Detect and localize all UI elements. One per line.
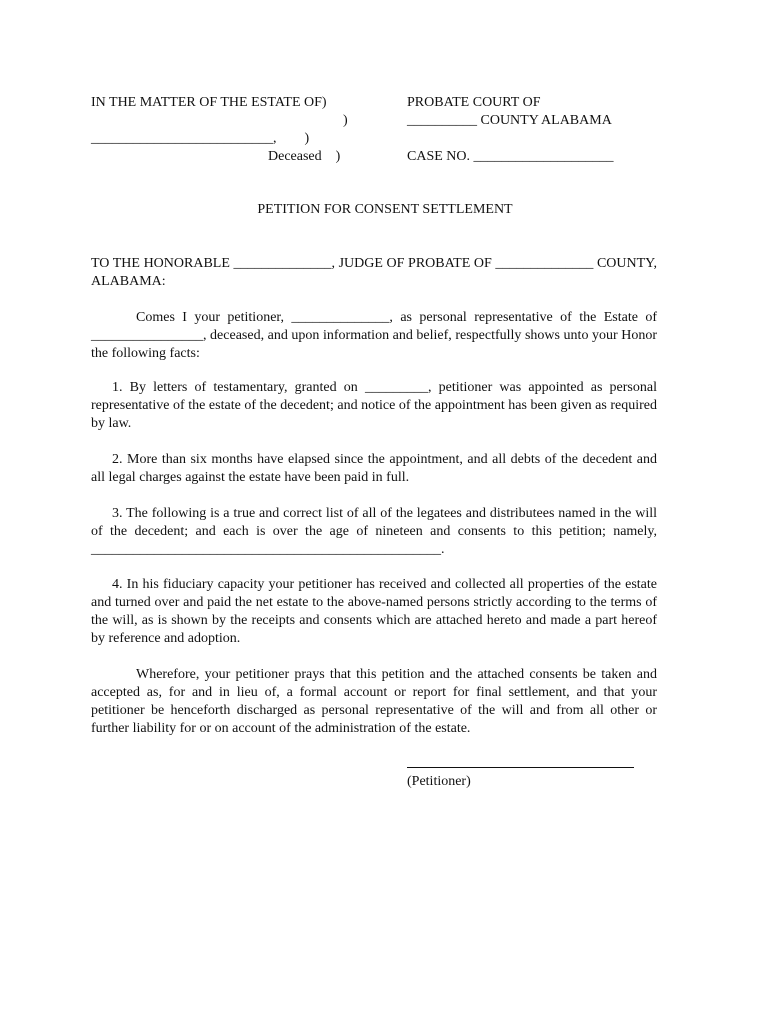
intro-text: Comes I your petitioner, ______________, as personal representative of the Estate of ________________, deceased, and upon information and belief, respectfully shows unto your Honor the following facts: xyxy=(91,310,657,361)
intro-paragraph xyxy=(91,309,657,363)
caption-case-number: CASE NO. ____________________ xyxy=(407,149,614,164)
caption-court: PROBATE COURT OF xyxy=(407,95,541,110)
item-3-text: 3. The following is a true and correct list of all of the legatees and distributees named in the will of the decedent; and each is over the age of nineteen and consents to this petition; namely, __________________________________________________. xyxy=(91,506,657,557)
caption-deceased: Deceased ) xyxy=(268,149,341,164)
item-1 xyxy=(91,379,657,433)
prayer-text: Wherefore, your petitioner prays that this petition and the attached consents be taken and accepted as, for and in lieu of, a formal account or report for final settlement, and that your petitioner be henceforth discharged as personal representative of the will and from all other or further liability for or on account of the administration of the estate. xyxy=(91,667,657,736)
salutation xyxy=(91,255,657,291)
salutation-text: TO THE HONORABLE ______________, JUDGE OF PROBATE OF ______________ COUNTY, ALABAMA: xyxy=(91,256,657,289)
document-title: PETITION FOR CONSENT SETTLEMENT xyxy=(257,202,513,217)
item-2-text: 2. More than six months have elapsed since the appointment, and all debts of the decedent and all legal charges against the estate have been paid in full. xyxy=(91,452,657,485)
item-3 xyxy=(91,505,657,559)
prayer-paragraph xyxy=(91,666,657,738)
item-2 xyxy=(91,451,657,487)
signature-label: (Petitioner) xyxy=(407,774,471,789)
item-4 xyxy=(91,576,657,648)
caption-estate-line: IN THE MATTER OF THE ESTATE OF) xyxy=(91,95,327,110)
item-1-text: 1. By letters of testamentary, granted on _________, petitioner was appointed as personal representative of the estate of the decedent; and notice of the appointment has been given as required by law. xyxy=(91,380,657,431)
caption-county: __________ COUNTY ALABAMA xyxy=(407,113,612,128)
caption-paren-1: ) xyxy=(343,113,348,128)
signature-line xyxy=(407,767,634,768)
item-4-text: 4. In his fiduciary capacity your petitioner has received and collected all properties of the estate and turned over and paid the net estate to the above-named persons strictly according to the terms of the will, as is shown by the receipts and consents which are attached hereto and made a part hereof by reference and adoption. xyxy=(91,577,657,646)
caption-name-blank: __________________________, ) xyxy=(91,131,310,146)
